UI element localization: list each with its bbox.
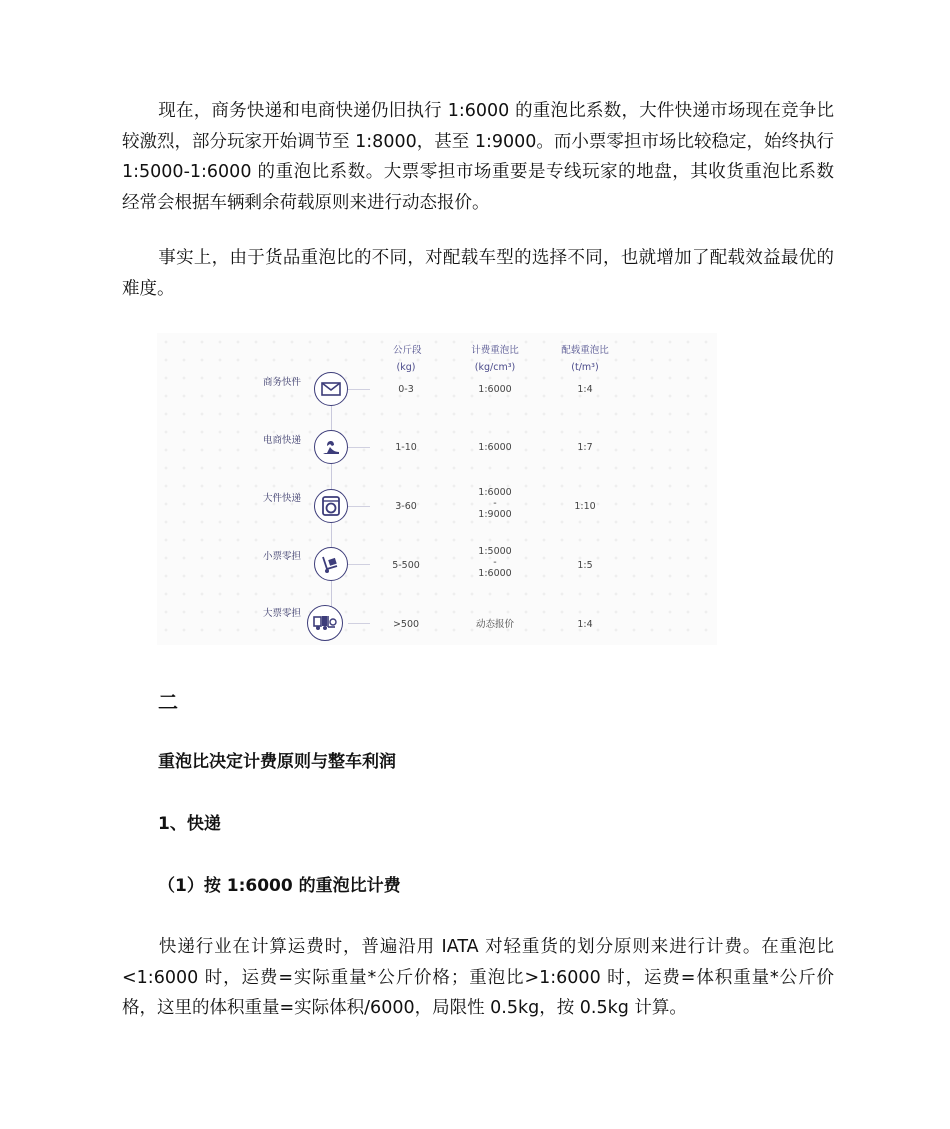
row-connector — [348, 506, 370, 507]
cell-loading: 1:10 — [574, 501, 596, 512]
cell-billing-line: 1:6000 — [478, 442, 512, 453]
cell-billing — [478, 442, 511, 453]
row-connector — [348, 389, 370, 390]
cell-billing-line: 1:9000 — [478, 509, 512, 520]
col-head-loading-line2: (t/m³) — [571, 362, 599, 373]
col-head-loading-line1: 配载重泡比 — [561, 345, 609, 356]
subsubsection-title: （1）按 1:6000 的重泡比计费 — [158, 876, 401, 896]
col-head-billing-line1: 计费重泡比 — [471, 345, 519, 356]
subsection-title: 1、快递 — [158, 814, 221, 834]
col-head-billing — [460, 342, 530, 373]
category-label: 大票零担 — [263, 608, 302, 619]
ratio-figure — [157, 333, 717, 645]
cell-billing — [478, 546, 511, 579]
cell-billing — [478, 487, 511, 520]
paragraph-intro-text: 现在，商务快递和电商快递仍旧执行 1:6000 的重泡比系数，大件快递市场现在竞争比较激烈，部分玩家开始调节至 1:8000，甚至 1:9000。而小票零担市场比较稳定，始终执行 1:5000-1:6000 的重泡比系数。大票零担市场重要是专线玩家的地盘，其收货重泡比系数经常会根据车辆剩余荷载原则来进行动态报价。 — [122, 101, 834, 213]
section-number: 二 — [158, 690, 178, 714]
col-head-kg-line2: (kg) — [396, 362, 416, 373]
hand-truck-icon — [314, 547, 348, 581]
category-label: 小票零担 — [263, 551, 302, 562]
row-connector — [348, 564, 370, 565]
cell-billing-line: 1:6000 — [478, 487, 512, 498]
category-label: 电商快递 — [263, 435, 302, 446]
paragraph-difficulty-text: 事实上，由于货品重泡比的不同，对配载车型的选择不同，也就增加了配载效益最优的难度。 — [122, 248, 834, 299]
cell-kg: 5-500 — [392, 560, 420, 571]
cell-kg: 1-10 — [395, 442, 417, 453]
cell-billing-line: - — [493, 498, 497, 509]
cell-billing-line: 动态报价 — [475, 619, 515, 630]
forklift-icon — [307, 605, 343, 641]
cell-billing-line: 1:6000 — [478, 384, 512, 395]
cell-billing — [478, 384, 511, 395]
row-connector — [348, 623, 370, 624]
cell-loading: 1:5 — [577, 560, 593, 571]
col-head-loading — [552, 342, 618, 373]
cell-kg: >500 — [392, 619, 420, 630]
cell-billing-line: - — [493, 557, 497, 568]
paragraph-difficulty — [122, 243, 834, 304]
high-heel-shoe-icon — [314, 430, 348, 464]
category-label: 大件快递 — [263, 493, 302, 504]
paragraph-iata — [122, 932, 834, 1024]
envelope-icon — [314, 372, 348, 406]
cell-billing-line: 1:5000 — [478, 546, 512, 557]
col-head-kg-line1: 公斤段 — [393, 345, 422, 356]
paragraph-intro — [122, 96, 834, 218]
cell-loading: 1:4 — [577, 619, 593, 630]
col-head-billing-line2: (kg/cm³) — [474, 362, 516, 373]
cell-kg: 0-3 — [398, 384, 414, 395]
cell-billing-line: 1:6000 — [478, 568, 512, 579]
cell-loading: 1:4 — [577, 384, 593, 395]
section-title: 重泡比决定计费原则与整车利润 — [158, 752, 396, 772]
row-connector — [348, 447, 370, 448]
cell-billing — [476, 619, 514, 630]
col-head-kg — [393, 342, 422, 373]
washing-machine-icon — [314, 489, 348, 523]
cell-kg: 3-60 — [395, 501, 417, 512]
category-label: 商务快件 — [263, 377, 302, 388]
paragraph-iata-text: 快递行业在计算运费时，普遍沿用 IATA 对轻重货的划分原则来进行计费。在重泡比<1:6000 时，运费=实际重量*公斤价格；重泡比>1:6000 时，运费=体积重量*公斤价格，这里的体积重量=实际体积/6000，局限性 0.5kg，按 0.5kg 计算。 — [122, 937, 834, 1018]
cell-loading: 1:7 — [577, 442, 593, 453]
